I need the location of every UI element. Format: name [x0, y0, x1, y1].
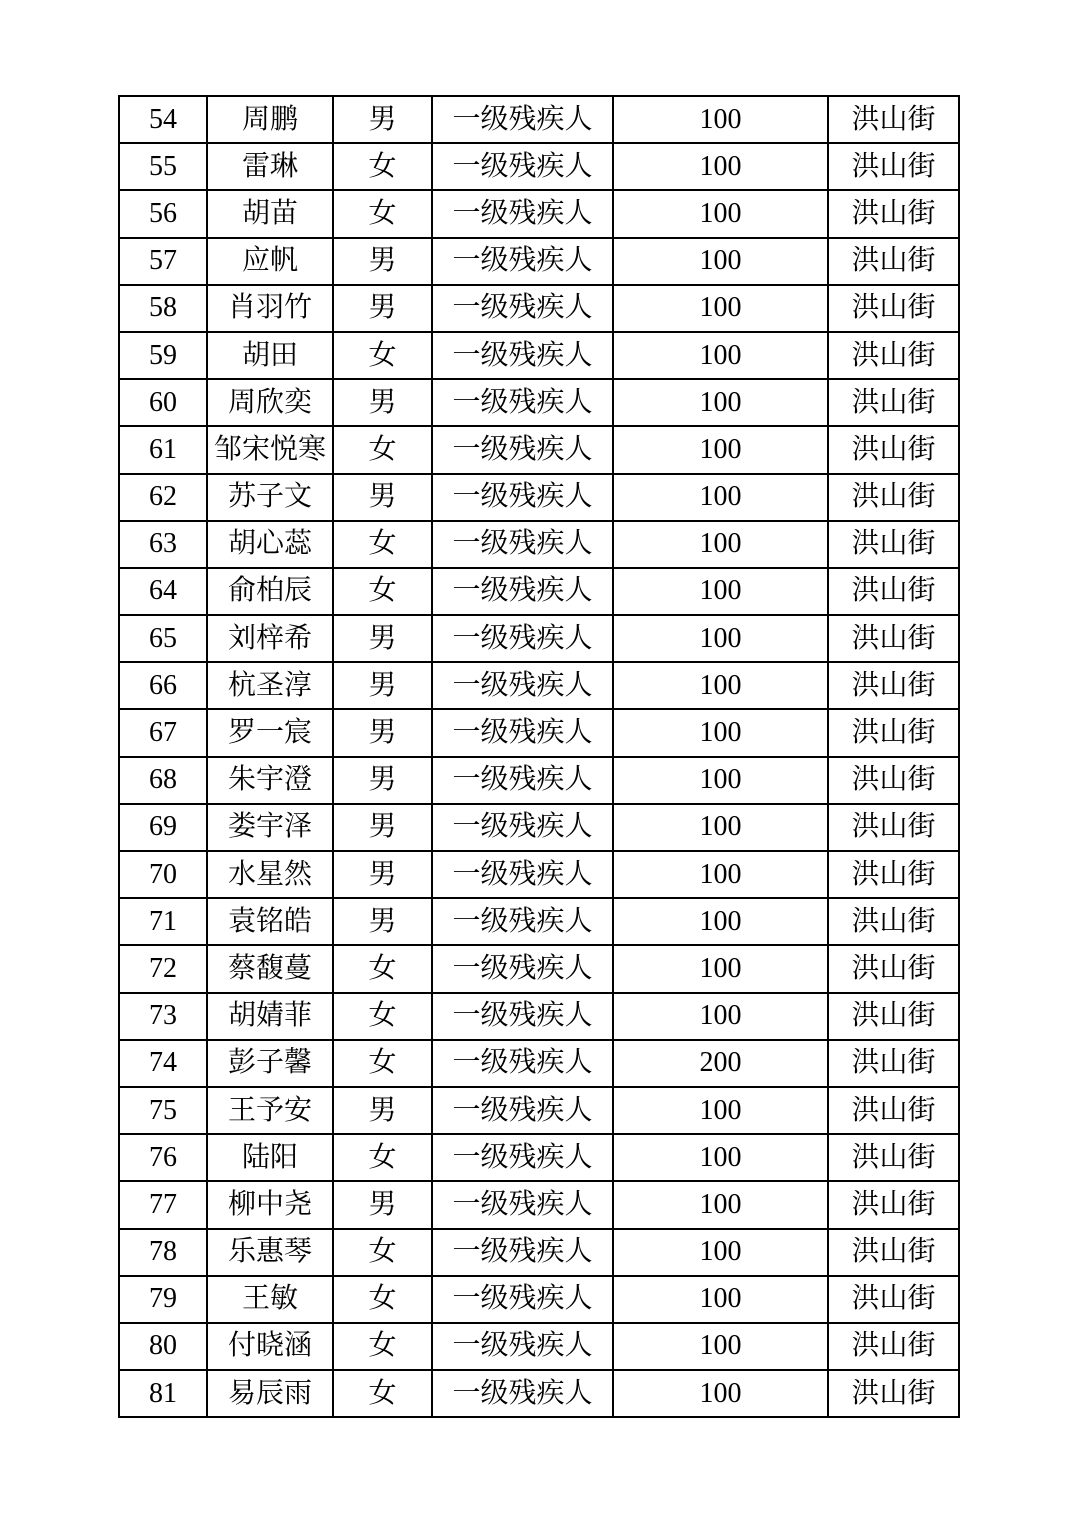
cell-name: 陆阳	[207, 1134, 333, 1181]
table-row	[119, 474, 959, 521]
cell-row-number: 79	[119, 1276, 207, 1323]
cell-gender: 男	[333, 96, 432, 143]
cell-name: 蔡馥蔓	[207, 945, 333, 992]
cell-street: 洪山街	[828, 662, 959, 709]
table-row	[119, 379, 959, 426]
cell-street: 洪山街	[828, 1323, 959, 1370]
cell-street: 洪山街	[828, 238, 959, 285]
cell-name: 杭圣淳	[207, 662, 333, 709]
table-row	[119, 238, 959, 285]
cell-row-number: 68	[119, 757, 207, 804]
cell-category: 一级残疾人	[432, 238, 613, 285]
cell-gender: 女	[333, 568, 432, 615]
cell-name: 胡田	[207, 332, 333, 379]
cell-category: 一级残疾人	[432, 1087, 613, 1134]
table-row	[119, 851, 959, 898]
cell-street: 洪山街	[828, 945, 959, 992]
cell-gender: 女	[333, 1040, 432, 1087]
cell-amount: 100	[613, 993, 828, 1040]
table-row	[119, 1040, 959, 1087]
cell-name: 水星然	[207, 851, 333, 898]
cell-gender: 男	[333, 285, 432, 332]
cell-gender: 女	[333, 1134, 432, 1181]
cell-gender: 女	[333, 1229, 432, 1276]
table-row	[119, 285, 959, 332]
cell-street: 洪山街	[828, 96, 959, 143]
cell-gender: 女	[333, 521, 432, 568]
cell-category: 一级残疾人	[432, 1370, 613, 1417]
table-row	[119, 757, 959, 804]
cell-name: 俞柏辰	[207, 568, 333, 615]
cell-amount: 100	[613, 615, 828, 662]
cell-street: 洪山街	[828, 143, 959, 190]
cell-category: 一级残疾人	[432, 96, 613, 143]
cell-street: 洪山街	[828, 190, 959, 237]
cell-name: 易辰雨	[207, 1370, 333, 1417]
table-row	[119, 993, 959, 1040]
cell-street: 洪山街	[828, 1229, 959, 1276]
cell-gender: 女	[333, 1276, 432, 1323]
cell-amount: 100	[613, 662, 828, 709]
cell-amount: 100	[613, 1229, 828, 1276]
cell-gender: 男	[333, 474, 432, 521]
table-row	[119, 426, 959, 473]
cell-row-number: 57	[119, 238, 207, 285]
table-row	[119, 945, 959, 992]
cell-category: 一级残疾人	[432, 993, 613, 1040]
cell-name: 袁铭皓	[207, 898, 333, 945]
table-row	[119, 332, 959, 379]
cell-gender: 男	[333, 898, 432, 945]
cell-category: 一级残疾人	[432, 662, 613, 709]
cell-street: 洪山街	[828, 1370, 959, 1417]
cell-category: 一级残疾人	[432, 1040, 613, 1087]
cell-category: 一级残疾人	[432, 143, 613, 190]
cell-name: 胡苗	[207, 190, 333, 237]
cell-street: 洪山街	[828, 1040, 959, 1087]
cell-category: 一级残疾人	[432, 851, 613, 898]
cell-row-number: 72	[119, 945, 207, 992]
cell-gender: 女	[333, 143, 432, 190]
cell-category: 一级残疾人	[432, 426, 613, 473]
table-row	[119, 615, 959, 662]
cell-row-number: 65	[119, 615, 207, 662]
cell-street: 洪山街	[828, 804, 959, 851]
cell-name: 邹宋悦寒	[207, 426, 333, 473]
cell-amount: 100	[613, 851, 828, 898]
roster-table-body	[119, 96, 959, 1417]
cell-amount: 100	[613, 1276, 828, 1323]
cell-street: 洪山街	[828, 1134, 959, 1181]
cell-row-number: 67	[119, 709, 207, 756]
cell-category: 一级残疾人	[432, 898, 613, 945]
cell-gender: 女	[333, 332, 432, 379]
cell-amount: 100	[613, 521, 828, 568]
table-row	[119, 1134, 959, 1181]
cell-street: 洪山街	[828, 709, 959, 756]
cell-amount: 100	[613, 898, 828, 945]
cell-street: 洪山街	[828, 332, 959, 379]
cell-amount: 100	[613, 96, 828, 143]
cell-row-number: 58	[119, 285, 207, 332]
cell-amount: 100	[613, 945, 828, 992]
cell-row-number: 81	[119, 1370, 207, 1417]
cell-amount: 100	[613, 285, 828, 332]
cell-name: 胡心蕊	[207, 521, 333, 568]
cell-name: 乐惠琴	[207, 1229, 333, 1276]
cell-amount: 100	[613, 426, 828, 473]
cell-name: 胡婧菲	[207, 993, 333, 1040]
cell-category: 一级残疾人	[432, 379, 613, 426]
cell-amount: 100	[613, 1087, 828, 1134]
cell-name: 应帆	[207, 238, 333, 285]
cell-amount: 100	[613, 568, 828, 615]
cell-name: 王敏	[207, 1276, 333, 1323]
cell-street: 洪山街	[828, 898, 959, 945]
cell-row-number: 61	[119, 426, 207, 473]
roster-table	[118, 95, 960, 1418]
cell-amount: 100	[613, 190, 828, 237]
cell-gender: 女	[333, 426, 432, 473]
cell-street: 洪山街	[828, 285, 959, 332]
table-row	[119, 1229, 959, 1276]
cell-amount: 100	[613, 1323, 828, 1370]
cell-row-number: 78	[119, 1229, 207, 1276]
cell-amount: 100	[613, 1134, 828, 1181]
table-row	[119, 662, 959, 709]
cell-row-number: 54	[119, 96, 207, 143]
table-row	[119, 1370, 959, 1417]
cell-amount: 100	[613, 757, 828, 804]
cell-gender: 男	[333, 1087, 432, 1134]
table-row	[119, 898, 959, 945]
cell-category: 一级残疾人	[432, 1181, 613, 1228]
cell-category: 一级残疾人	[432, 190, 613, 237]
cell-gender: 男	[333, 757, 432, 804]
cell-category: 一级残疾人	[432, 1323, 613, 1370]
table-row	[119, 804, 959, 851]
cell-street: 洪山街	[828, 379, 959, 426]
cell-row-number: 66	[119, 662, 207, 709]
cell-gender: 男	[333, 709, 432, 756]
cell-name: 周欣奕	[207, 379, 333, 426]
cell-category: 一级残疾人	[432, 1134, 613, 1181]
cell-row-number: 75	[119, 1087, 207, 1134]
cell-amount: 200	[613, 1040, 828, 1087]
cell-name: 王予安	[207, 1087, 333, 1134]
cell-amount: 100	[613, 474, 828, 521]
cell-row-number: 73	[119, 993, 207, 1040]
cell-street: 洪山街	[828, 993, 959, 1040]
cell-category: 一级残疾人	[432, 945, 613, 992]
cell-street: 洪山街	[828, 615, 959, 662]
cell-amount: 100	[613, 709, 828, 756]
cell-street: 洪山街	[828, 851, 959, 898]
cell-name: 雷琳	[207, 143, 333, 190]
cell-gender: 女	[333, 1323, 432, 1370]
cell-category: 一级残疾人	[432, 1229, 613, 1276]
table-row	[119, 1276, 959, 1323]
cell-gender: 女	[333, 1370, 432, 1417]
cell-amount: 100	[613, 804, 828, 851]
cell-street: 洪山街	[828, 1276, 959, 1323]
cell-row-number: 56	[119, 190, 207, 237]
cell-category: 一级残疾人	[432, 1276, 613, 1323]
cell-gender: 女	[333, 945, 432, 992]
cell-gender: 男	[333, 804, 432, 851]
cell-row-number: 55	[119, 143, 207, 190]
cell-row-number: 80	[119, 1323, 207, 1370]
cell-gender: 男	[333, 379, 432, 426]
table-row	[119, 521, 959, 568]
cell-gender: 女	[333, 190, 432, 237]
cell-row-number: 76	[119, 1134, 207, 1181]
cell-gender: 男	[333, 851, 432, 898]
cell-street: 洪山街	[828, 521, 959, 568]
cell-row-number: 69	[119, 804, 207, 851]
cell-name: 彭子馨	[207, 1040, 333, 1087]
cell-row-number: 60	[119, 379, 207, 426]
cell-street: 洪山街	[828, 1181, 959, 1228]
cell-street: 洪山街	[828, 757, 959, 804]
cell-category: 一级残疾人	[432, 568, 613, 615]
cell-category: 一级残疾人	[432, 474, 613, 521]
cell-gender: 男	[333, 662, 432, 709]
cell-row-number: 63	[119, 521, 207, 568]
cell-amount: 100	[613, 379, 828, 426]
cell-name: 周鹏	[207, 96, 333, 143]
table-row	[119, 568, 959, 615]
cell-row-number: 70	[119, 851, 207, 898]
table-row	[119, 190, 959, 237]
cell-amount: 100	[613, 1181, 828, 1228]
cell-row-number: 77	[119, 1181, 207, 1228]
table-row	[119, 1087, 959, 1134]
table-row	[119, 1181, 959, 1228]
cell-gender: 男	[333, 238, 432, 285]
table-row	[119, 96, 959, 143]
cell-name: 娄宇泽	[207, 804, 333, 851]
cell-name: 柳中尧	[207, 1181, 333, 1228]
table-row	[119, 143, 959, 190]
table-row	[119, 1323, 959, 1370]
cell-name: 肖羽竹	[207, 285, 333, 332]
cell-name: 朱宇澄	[207, 757, 333, 804]
cell-name: 刘梓希	[207, 615, 333, 662]
cell-category: 一级残疾人	[432, 521, 613, 568]
cell-name: 付晓涵	[207, 1323, 333, 1370]
cell-gender: 男	[333, 615, 432, 662]
cell-gender: 男	[333, 1181, 432, 1228]
cell-street: 洪山街	[828, 568, 959, 615]
cell-amount: 100	[613, 1370, 828, 1417]
cell-name: 苏子文	[207, 474, 333, 521]
cell-category: 一级残疾人	[432, 757, 613, 804]
cell-category: 一级残疾人	[432, 332, 613, 379]
cell-gender: 女	[333, 993, 432, 1040]
cell-name: 罗一宸	[207, 709, 333, 756]
cell-row-number: 62	[119, 474, 207, 521]
cell-row-number: 71	[119, 898, 207, 945]
table-row	[119, 709, 959, 756]
cell-street: 洪山街	[828, 1087, 959, 1134]
cell-category: 一级残疾人	[432, 804, 613, 851]
cell-amount: 100	[613, 238, 828, 285]
cell-street: 洪山街	[828, 426, 959, 473]
cell-row-number: 59	[119, 332, 207, 379]
cell-amount: 100	[613, 143, 828, 190]
cell-street: 洪山街	[828, 474, 959, 521]
cell-row-number: 64	[119, 568, 207, 615]
cell-category: 一级残疾人	[432, 709, 613, 756]
cell-amount: 100	[613, 332, 828, 379]
cell-category: 一级残疾人	[432, 285, 613, 332]
cell-row-number: 74	[119, 1040, 207, 1087]
cell-category: 一级残疾人	[432, 615, 613, 662]
